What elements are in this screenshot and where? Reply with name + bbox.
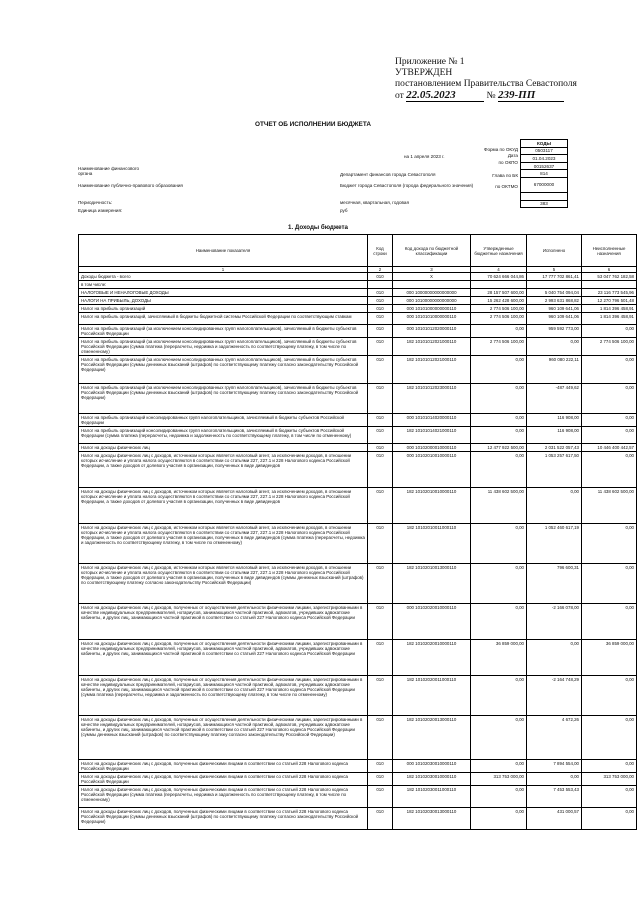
cell-rest: 1 814 396 458,91 xyxy=(582,305,637,313)
income-table-wrapper xyxy=(78,234,637,830)
cell-plan: 28 157 507 600,00 xyxy=(471,289,527,297)
table-row xyxy=(79,356,637,384)
cell-kbk: 000 10100000000000000 xyxy=(393,297,471,305)
cell-rest: 0,00 xyxy=(582,384,637,414)
table-row xyxy=(79,384,637,414)
table-row xyxy=(79,281,637,289)
cell-plan: 0,00 xyxy=(471,325,527,338)
cell-name: Налог на доходы физических лиц с доходов, источником которых является налоговый агент, за исключением доходов, в отношении которых исчисление и уплата налога осуществляются в соответствии со статьями 227, 227.1 и 228 Налогового кодекса Российской Федерации, а также доходов от долевого участия в организации, полученных в виде дивидендов (сумма платежа (перерасчеты, недоимка и задолженность по соответствующему платежу, в том числе по отмененному) xyxy=(79,524,368,564)
codes-table xyxy=(520,139,568,208)
cell-plan xyxy=(471,281,527,289)
cell-name: Налог на доходы физических лиц с доходов, источником которых является налоговый агент, за исключением доходов, в отношении которых исчисление и уплата налога осуществляются в соответствии со статьями 227, 227.1 и 228 Налогового кодекса Российской Федерации, а также доходов от долевого участия в организации, полученных в виде дивидендов xyxy=(79,452,368,488)
cell-done: 0,00 xyxy=(527,488,582,524)
meta-value-finorg: Департамент финансов города Севастополя xyxy=(340,172,436,177)
cell-done: -487 449,62 xyxy=(527,384,582,414)
approval-line-1: Приложение № 1 xyxy=(395,57,465,67)
col-number-5: 5 xyxy=(527,267,582,273)
cell-row-code: 010 xyxy=(368,452,393,488)
cell-row-code: 010 xyxy=(368,786,393,808)
table-row xyxy=(79,808,637,830)
cell-plan: 0,00 xyxy=(471,427,527,444)
meta-label-unit: Единица измерения: xyxy=(78,208,123,213)
table-row xyxy=(79,524,637,564)
cell-plan: 0,00 xyxy=(471,786,527,808)
approval-number-prefix: № xyxy=(486,91,496,101)
cell-plan: 0,00 xyxy=(471,760,527,773)
cell-row-code: 010 xyxy=(368,524,393,564)
approval-number-handwritten: 239-ПП xyxy=(498,90,564,102)
approval-date-line xyxy=(395,90,595,102)
cell-kbk: 000 10101014020000110 xyxy=(393,414,471,427)
code-empty xyxy=(521,192,568,200)
meta-label-finorg: Наименование финансового органа xyxy=(78,166,140,177)
meta-label-period: Периодичность: xyxy=(78,200,113,205)
table-row xyxy=(79,313,637,325)
cell-kbk: 182 10102010013000110 xyxy=(393,564,471,604)
table-row xyxy=(79,604,637,640)
report-date: на 1 апреля 2023 г. xyxy=(404,154,445,159)
cell-kbk: 000 10000000000000000 xyxy=(393,289,471,297)
cell-rest: 0,00 xyxy=(582,716,637,760)
cell-name: Налог на доходы физических лиц с доходов, полученных от осуществления деятельности физическими лицами, зарегистрированными в качестве индивидуальных предпринимателей, нотариусов, занимающихся частной практикой, адвокатов, учредивших адвокатские кабинеты, и других лиц, занимающихся частной практикой в соответствии со статьей 227 Налогового кодекса Российской Федерации xyxy=(79,640,368,676)
section-title: 1. Доходы бюджета xyxy=(288,224,348,231)
codes-label-gbk: Глава по БК xyxy=(492,173,518,178)
cell-rest: 0,00 xyxy=(582,356,637,384)
approval-line-3: постановлением Правительства Севастополя xyxy=(395,79,577,89)
cell-done: 7 453 553,43 xyxy=(527,786,582,808)
table-row xyxy=(79,305,637,313)
cell-kbk: 000 10102020010000110 xyxy=(393,604,471,640)
cell-done: 0,00 xyxy=(527,773,582,786)
cell-rest: 0,00 xyxy=(582,808,637,830)
cell-rest: 0,00 xyxy=(582,786,637,808)
cell-row-code: 010 xyxy=(368,297,393,305)
cell-kbk xyxy=(393,281,471,289)
col-header-plan: Утвержденные бюджетные назначения xyxy=(471,235,527,267)
cell-rest: 0,00 xyxy=(582,427,637,444)
cell-name: Налог на доходы физических лиц с доходов, полученных физическими лицами в соответствии со статьей 228 Налогового кодекса Российской Федерации xyxy=(79,760,368,773)
cell-done xyxy=(527,281,582,289)
cell-plan: 0,00 xyxy=(471,524,527,564)
cell-done: -2 166 078,00 xyxy=(527,604,582,640)
cell-name: Налог на прибыль организаций (за исключением консолидированных групп налогоплательщиков), зачисляемый в бюджеты субъектов Российской Федерации (суммы денежных взысканий (штрафов) по соответствующему платежу согласно законодательству Российской Федерации) xyxy=(79,356,368,384)
cell-rest: 0,00 xyxy=(582,760,637,773)
approval-date-handwritten: 22.05.2023 xyxy=(406,90,484,102)
table-row xyxy=(79,773,637,786)
table-row xyxy=(79,760,637,773)
code-oktmo: 67000000 xyxy=(521,177,568,192)
cell-row-code: 010 xyxy=(368,384,393,414)
meta-value-unit: руб xyxy=(340,208,348,213)
cell-plan: 0,00 xyxy=(471,356,527,384)
codes-block xyxy=(520,139,568,208)
cell-plan: 2 774 506 100,00 xyxy=(471,338,527,356)
code-date: 01.04.2023 xyxy=(521,155,568,163)
cell-kbk: 182 10102030010000110 xyxy=(393,773,471,786)
cell-plan: 0,00 xyxy=(471,384,527,414)
col-header-name: Наименование показателя xyxy=(79,235,368,267)
cell-row-code xyxy=(368,281,393,289)
col-header-row-code: Код строки xyxy=(368,235,393,267)
cell-row-code: 010 xyxy=(368,273,393,281)
cell-kbk: X xyxy=(393,273,471,281)
cell-done: 5 040 754 094,04 xyxy=(527,289,582,297)
cell-name: Доходы бюджета - всего xyxy=(79,273,368,281)
cell-kbk: 000 10101000000000110 xyxy=(393,305,471,313)
meta-label-ppo: Наименование публично-правового образования xyxy=(78,183,183,188)
cell-rest: 10 446 400 442,57 xyxy=(582,444,637,452)
col-number-2: 2 xyxy=(368,267,393,273)
cell-done: 4 672,26 xyxy=(527,716,582,760)
table-row xyxy=(79,488,637,524)
cell-row-code: 010 xyxy=(368,444,393,452)
cell-rest: 11 438 602 500,00 xyxy=(582,488,637,524)
cell-plan: 0,00 xyxy=(471,716,527,760)
col-number-3: 3 xyxy=(393,267,471,273)
cell-row-code: 010 xyxy=(368,640,393,676)
cell-name: НАЛОГОВЫЕ И НЕНАЛОГОВЫЕ ДОХОДЫ xyxy=(79,289,368,297)
approval-line-2: УТВЕРЖДЕН xyxy=(395,68,453,78)
cell-name: Налог на прибыль организаций консолидированных групп налогоплательщиков, зачисляемый в бюджеты субъектов Российской Федерации (сумма платежа (перерасчеты, недоимка и задолженность по соответствующему платежу, в том числе по отмененному) xyxy=(79,427,368,444)
cell-row-code: 010 xyxy=(368,313,393,325)
cell-done: -2 164 748,29 xyxy=(527,676,582,716)
codes-label-oktmo: по ОКТМО xyxy=(495,184,518,189)
cell-kbk: 000 10102030010000110 xyxy=(393,760,471,773)
cell-rest xyxy=(582,281,637,289)
col-number-1: 1 xyxy=(79,267,368,273)
cell-done: 960 109 641,06 xyxy=(527,313,582,325)
approval-date-prefix: от xyxy=(395,91,404,101)
cell-kbk: 000 10101010000000110 xyxy=(393,313,471,325)
cell-plan: 0,00 xyxy=(471,414,527,427)
table-row xyxy=(79,338,637,356)
table-row xyxy=(79,676,637,716)
cell-row-code: 010 xyxy=(368,564,393,604)
cell-kbk: 182 10102020011000110 xyxy=(393,676,471,716)
cell-done: 959 592 773,00 xyxy=(527,325,582,338)
cell-plan: 2 774 506 100,00 xyxy=(471,313,527,325)
cell-done: 431 000,57 xyxy=(527,808,582,830)
table-row xyxy=(79,297,637,305)
cell-kbk: 000 10101012020000110 xyxy=(393,325,471,338)
cell-done: 17 777 702 861,41 xyxy=(527,273,582,281)
cell-kbk: 182 10102030011000110 xyxy=(393,786,471,808)
cell-plan: 36 859 000,00 xyxy=(471,640,527,676)
cell-rest: 0,00 xyxy=(582,604,637,640)
col-number-6: 6 xyxy=(582,267,637,273)
col-header-done: Исполнено xyxy=(527,235,582,267)
table-row xyxy=(79,325,637,338)
cell-kbk: 000 10102000010000110 xyxy=(393,444,471,452)
cell-kbk: 182 10101014021000110 xyxy=(393,427,471,444)
cell-plan: 313 753 000,00 xyxy=(471,773,527,786)
meta-value-ppo: Бюджет города Севастополя (города федерального значения) xyxy=(340,183,474,188)
code-okud: 0503117 xyxy=(521,147,568,155)
cell-rest: 313 753 000,00 xyxy=(582,773,637,786)
col-header-kbk: Код дохода по бюджетной классификации xyxy=(393,235,471,267)
cell-row-code: 010 xyxy=(368,676,393,716)
cell-done: 796 600,31 xyxy=(527,564,582,604)
cell-plan: 0,00 xyxy=(471,604,527,640)
table-row xyxy=(79,716,637,760)
cell-row-code: 010 xyxy=(368,356,393,384)
cell-name: Налог на доходы физических лиц с доходов, полученных от осуществления деятельности физическими лицами, зарегистрированными в качестве индивидуальных предпринимателей, нотариусов, занимающихся частной практикой, адвокатов, учредивших адвокатские кабинеты, и других лиц, занимающихся частной практикой в соответствии со статьей 227 Налогового кодекса Российской Федерации xyxy=(79,604,368,640)
cell-rest: 0,00 xyxy=(582,524,637,564)
codes-label-okud: Форма по ОКУД xyxy=(483,147,518,152)
cell-name: Налог на доходы физических лиц с доходов, источником которых является налоговый агент, за исключением доходов, в отношении которых исчисление и уплата налога осуществляются в соответствии со статьями 227, 227.1 и 228 Налогового кодекса Российской Федерации, а также доходов от долевого участия в организации, полученных в виде дивидендов (суммы денежных взысканий (штрафов) по соответствующему платежу согласно законодательству Российской Федерации) xyxy=(79,564,368,604)
cell-row-code: 010 xyxy=(368,716,393,760)
cell-kbk: 182 10102020010000110 xyxy=(393,640,471,676)
table-row xyxy=(79,289,637,297)
cell-name: Налог на прибыль организаций консолидированных групп налогоплательщиков, зачисляемый в бюджеты субъектов Российской Федерации xyxy=(79,414,368,427)
cell-row-code: 010 xyxy=(368,289,393,297)
cell-name: Налог на прибыль организаций (за исключением консолидированных групп налогоплательщиков), зачисляемый в бюджеты субъектов Российской Федерации (сумма платежа (перерасчеты, недоимка и задолженность по соответствующему платежу, в том числе по отмененному) xyxy=(79,338,368,356)
cell-plan: 70 624 666 044,86 xyxy=(471,273,527,281)
cell-row-code: 010 xyxy=(368,305,393,313)
cell-name: Налог на прибыль организаций (за исключением консолидированных групп налогоплательщиков), зачисляемый в бюджеты субъектов Российской Федерации (суммы денежных взысканий (штрафов) по соответствующему платежу согласно законодательству Российской Федерации) xyxy=(79,384,368,414)
table-row xyxy=(79,452,637,488)
cell-plan: 11 438 602 500,00 xyxy=(471,488,527,524)
cell-row-code: 010 xyxy=(368,338,393,356)
cell-plan: 0,00 xyxy=(471,676,527,716)
cell-row-code: 010 xyxy=(368,604,393,640)
table-row xyxy=(79,444,637,452)
code-okei: 383 xyxy=(521,200,568,208)
cell-plan: 0,00 xyxy=(471,808,527,830)
cell-done: 7 894 554,00 xyxy=(527,760,582,773)
cell-name: Налог на доходы физических лиц с доходов, полученных физическими лицами в соответствии со статьей 228 Налогового кодекса Российской Федерации (сумма платежа (перерасчеты, недоимка и задолженность по соответствующему платежу, в том числе по отмененному) xyxy=(79,786,368,808)
code-gbk: 814 xyxy=(521,170,568,178)
cell-plan: 12 477 922 500,00 xyxy=(471,444,527,452)
cell-rest: 23 116 773 545,96 xyxy=(582,289,637,297)
cell-name: Налог на доходы физических лиц xyxy=(79,444,368,452)
codes-label-date: Дата xyxy=(507,153,518,158)
cell-name: Налог на доходы физических лиц с доходов, полученных физическими лицами в соответствии со статьей 228 Налогового кодекса Российской Федерации (суммы денежных взысканий (штрафов) по соответствующему платежу согласно законодательству Российской Федерации) xyxy=(79,808,368,830)
cell-done: 0,00 xyxy=(527,338,582,356)
cell-rest: 0,00 xyxy=(582,414,637,427)
cell-rest: 0,00 xyxy=(582,564,637,604)
income-table xyxy=(78,234,637,830)
col-header-rest: Неисполненные назначения xyxy=(582,235,637,267)
cell-name: Налог на прибыль организаций, зачисляемый в бюджеты бюджетной системы Российской Федерации по соответствующим ставкам xyxy=(79,313,368,325)
cell-rest: 2 774 506 100,00 xyxy=(582,338,637,356)
cell-name: Налог на доходы физических лиц с доходов, полученных от осуществления деятельности физическими лицами, зарегистрированными в качестве индивидуальных предпринимателей, нотариусов, занимающихся частной практикой, адвокатов, учредивших адвокатские кабинеты, и других лиц, занимающихся частной практикой в соответствии со статьей 227 Налогового кодекса Российской Федерации (суммы денежных взысканий (штрафов) по соответствующему платежу согласно законодательству Российской Федерации) xyxy=(79,716,368,760)
cell-done: 2 031 522 057,43 xyxy=(527,444,582,452)
cell-name: НАЛОГИ НА ПРИБЫЛЬ, ДОХОДЫ xyxy=(79,297,368,305)
cell-kbk: 182 10101012021000110 xyxy=(393,356,471,384)
cell-plan: 2 774 506 100,00 xyxy=(471,305,527,313)
report-title: ОТЧЕТ ОБ ИСПОЛНЕНИИ БЮДЖЕТА xyxy=(255,121,371,128)
cell-kbk: 182 10102030013000110 xyxy=(393,808,471,830)
cell-name: Налог на доходы физических лиц с доходов, источником которых является налоговый агент, за исключением доходов, в отношении которых исчисление и уплата налога осуществляются в соответствии со статьями 227, 227.1 и 228 Налогового кодекса Российской Федерации, а также доходов от долевого участия в организации, полученных в виде дивидендов xyxy=(79,488,368,524)
cell-rest: 53 047 762 182,58 xyxy=(582,273,637,281)
cell-name: Налог на прибыль организаций (за исключением консолидированных групп налогоплательщиков), зачисляемый в бюджеты субъектов Российской Федерации xyxy=(79,325,368,338)
cell-done: 1 052 460 617,19 xyxy=(527,524,582,564)
cell-name: в том числе: xyxy=(79,281,368,289)
cell-done: 0,00 xyxy=(527,640,582,676)
code-okpo: 00152637 xyxy=(521,162,568,170)
cell-plan: 0,00 xyxy=(471,564,527,604)
cell-done: 1 053 257 617,50 xyxy=(527,452,582,488)
codes-header: КОДЫ xyxy=(521,140,568,148)
cell-kbk: 182 10102020013000110 xyxy=(393,716,471,760)
cell-row-code: 010 xyxy=(368,773,393,786)
cell-name: Налог на доходы физических лиц с доходов, полученных физическими лицами в соответствии со статьей 228 Налогового кодекса Российской Федерации xyxy=(79,773,368,786)
cell-done: 116 908,00 xyxy=(527,427,582,444)
cell-row-code: 010 xyxy=(368,414,393,427)
table-row xyxy=(79,564,637,604)
cell-row-code: 010 xyxy=(368,808,393,830)
cell-rest: 0,00 xyxy=(582,325,637,338)
table-row xyxy=(79,640,637,676)
cell-done: 2 993 631 868,82 xyxy=(527,297,582,305)
cell-row-code: 010 xyxy=(368,325,393,338)
table-row xyxy=(79,414,637,427)
table-row xyxy=(79,427,637,444)
cell-kbk: 182 10102010010000110 xyxy=(393,488,471,524)
cell-done: 960 080 222,11 xyxy=(527,356,582,384)
cell-kbk: 182 10101012023000110 xyxy=(393,384,471,414)
cell-rest: 12 270 796 501,48 xyxy=(582,297,637,305)
cell-rest: 1 814 396 458,91 xyxy=(582,313,637,325)
table-row xyxy=(79,273,637,281)
cell-rest: 0,00 xyxy=(582,676,637,716)
cell-rest: 0,00 xyxy=(582,452,637,488)
cell-done: 116 908,00 xyxy=(527,414,582,427)
cell-name: Налог на доходы физических лиц с доходов, полученных от осуществления деятельности физическими лицами, зарегистрированными в качестве индивидуальных предпринимателей, нотариусов, занимающихся частной практикой, адвокатов, учредивших адвокатские кабинеты, и других лиц, занимающихся частной практикой в соответствии со статьей 227 Налогового кодекса Российской Федерации (сумма платежа (перерасчеты, недоимка и задолженность по соответствующему платежу, в том числе по отмененному) xyxy=(79,676,368,716)
cell-row-code: 010 xyxy=(368,488,393,524)
income-table-body xyxy=(79,273,637,830)
cell-done: 960 109 641,06 xyxy=(527,305,582,313)
cell-row-code: 010 xyxy=(368,427,393,444)
codes-label-okpo: по ОКПО xyxy=(498,160,518,165)
cell-plan: 0,00 xyxy=(471,452,527,488)
col-number-4: 4 xyxy=(471,267,527,273)
cell-kbk: 000 10102010010000110 xyxy=(393,452,471,488)
cell-rest: 36 859 000,00 xyxy=(582,640,637,676)
table-row xyxy=(79,786,637,808)
cell-kbk: 182 10102010011000110 xyxy=(393,524,471,564)
cell-row-code: 010 xyxy=(368,760,393,773)
approval-block xyxy=(395,57,595,102)
cell-name: Налог на прибыль организаций xyxy=(79,305,368,313)
meta-value-period: месячная, квартальная, годовая xyxy=(340,200,409,205)
cell-plan: 15 262 428 600,00 xyxy=(471,297,527,305)
cell-kbk: 182 10101012021000110 xyxy=(393,338,471,356)
